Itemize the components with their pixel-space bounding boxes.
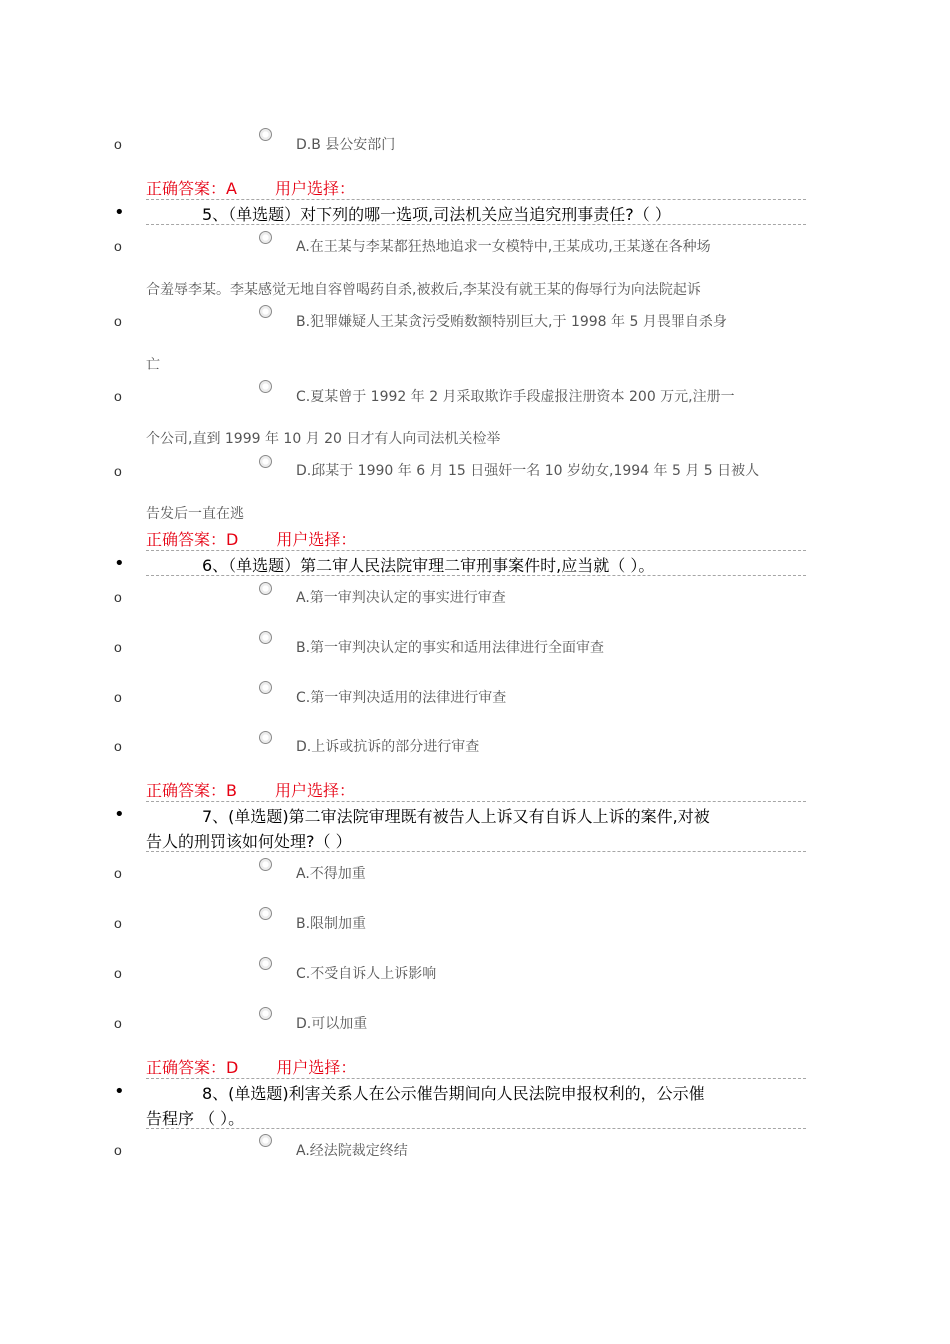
divider <box>146 575 806 576</box>
divider <box>146 550 806 551</box>
q8-question: 8、(单选题)利害关系人在公示催告期间向人民法院申报权利的，公示催 <box>202 1084 705 1103</box>
q7-question: 7、(单选题)第二审法院审理既有被告人上诉又有自诉人上诉的案件,对被 <box>202 807 710 826</box>
q5-option-b: B.犯罪嫌疑人王某贪污受贿数额特别巨大,于 1998 年 5 月畏罪自杀身 <box>296 314 727 330</box>
option-marker: o <box>114 865 122 881</box>
radio-button[interactable] <box>259 858 272 871</box>
divider <box>146 224 806 225</box>
correct-answer-label: 正确答案： <box>146 530 227 549</box>
q7-option-a: A.不得加重 <box>296 866 366 882</box>
option-marker: o <box>114 639 122 655</box>
option-marker: o <box>114 965 122 981</box>
option-marker: o <box>114 689 122 705</box>
user-choice-label: 用户选择： <box>276 530 357 549</box>
q5-option-b-cont: 亡 <box>146 357 160 373</box>
correct-answer-label: 正确答案： <box>146 179 227 198</box>
correct-answer-label: 正确答案： <box>146 1058 227 1077</box>
divider <box>146 801 806 802</box>
q8-option-a: A.经法院裁定终结 <box>296 1143 408 1159</box>
correct-answer-value: D <box>226 530 239 549</box>
q5-option-a-cont: 合羞辱李某。李某感觉无地自容曾喝药自杀,被救后,李某没有就王某的侮辱行为向法院起诉 <box>146 282 701 298</box>
q7-option-c: C.不受自诉人上诉影响 <box>296 966 437 982</box>
radio-button[interactable] <box>259 731 272 744</box>
option-marker: o <box>114 388 122 404</box>
option-marker: o <box>114 589 122 605</box>
q7-answer <box>146 1055 356 1078</box>
q5-answer <box>146 527 356 550</box>
radio-button[interactable] <box>259 582 272 595</box>
option-marker: o <box>114 136 122 152</box>
q7-question-cont: 告人的刑罚该如何处理?（ ） <box>146 832 352 851</box>
question-bullet: • <box>114 202 125 223</box>
option-marker: o <box>114 1142 122 1158</box>
q4-option-d: D.B 县公安部门 <box>296 137 396 153</box>
option-marker: o <box>114 313 122 329</box>
radio-button[interactable] <box>259 128 272 141</box>
q5-option-d-cont: 告发后一直在逃 <box>146 506 244 522</box>
radio-button[interactable] <box>259 380 272 393</box>
option-marker: o <box>114 463 122 479</box>
radio-button[interactable] <box>259 957 272 970</box>
q6-option-c: C.第一审判决适用的法律进行审查 <box>296 690 507 706</box>
q7-option-d: D.可以加重 <box>296 1016 368 1032</box>
q6-option-d: D.上诉或抗诉的部分进行审查 <box>296 739 480 755</box>
radio-button[interactable] <box>259 681 272 694</box>
correct-answer-value: A <box>226 179 237 198</box>
radio-button[interactable] <box>259 1007 272 1020</box>
divider <box>146 1128 806 1129</box>
correct-answer-value: B <box>226 781 237 800</box>
question-bullet: • <box>114 1081 125 1102</box>
q7-option-b: B.限制加重 <box>296 916 367 932</box>
option-marker: o <box>114 1015 122 1031</box>
radio-button[interactable] <box>259 1134 272 1147</box>
q5-option-c: C.夏某曾于 1992 年 2 月采取欺诈手段虚报注册资本 200 万元,注册一 <box>296 389 735 405</box>
radio-button[interactable] <box>259 231 272 244</box>
q6-question: 6、（单选题）第二审人民法院审理二审刑事案件时,应当就（ ）。 <box>202 556 655 575</box>
radio-button[interactable] <box>259 455 272 468</box>
user-choice-label: 用户选择： <box>275 781 356 800</box>
divider <box>146 1078 806 1079</box>
q8-question-cont: 告程序 （ ）。 <box>146 1109 245 1128</box>
divider <box>146 851 806 852</box>
q6-option-b: B.第一审判决认定的事实和适用法律进行全面审查 <box>296 640 605 656</box>
q4-answer <box>146 176 355 199</box>
option-marker: o <box>114 915 122 931</box>
radio-button[interactable] <box>259 907 272 920</box>
q5-option-c-cont: 个公司,直到 1999 年 10 月 20 日才有人向司法机关检举 <box>146 431 501 447</box>
radio-button[interactable] <box>259 631 272 644</box>
q5-option-a: A.在王某与李某都狂热地追求一女模特中,王某成功,王某遂在各种场 <box>296 239 711 255</box>
q5-option-d: D.邱某于 1990 年 6 月 15 日强奸一名 10 岁幼女,1994 年 5 月 5 日被人 <box>296 463 760 479</box>
correct-answer-label: 正确答案： <box>146 781 227 800</box>
q6-option-a: A.第一审判决认定的事实进行审查 <box>296 590 506 606</box>
q5-question: 5、（单选题）对下列的哪一选项,司法机关应当追究刑事责任?（ ） <box>202 205 671 224</box>
option-marker: o <box>114 738 122 754</box>
option-marker: o <box>114 238 122 254</box>
radio-button[interactable] <box>259 305 272 318</box>
correct-answer-value: D <box>226 1058 239 1077</box>
user-choice-label: 用户选择： <box>276 1058 357 1077</box>
question-bullet: • <box>114 553 125 574</box>
question-bullet: • <box>114 804 125 825</box>
q6-answer <box>146 778 355 801</box>
divider <box>146 199 806 200</box>
user-choice-label: 用户选择： <box>274 179 355 198</box>
